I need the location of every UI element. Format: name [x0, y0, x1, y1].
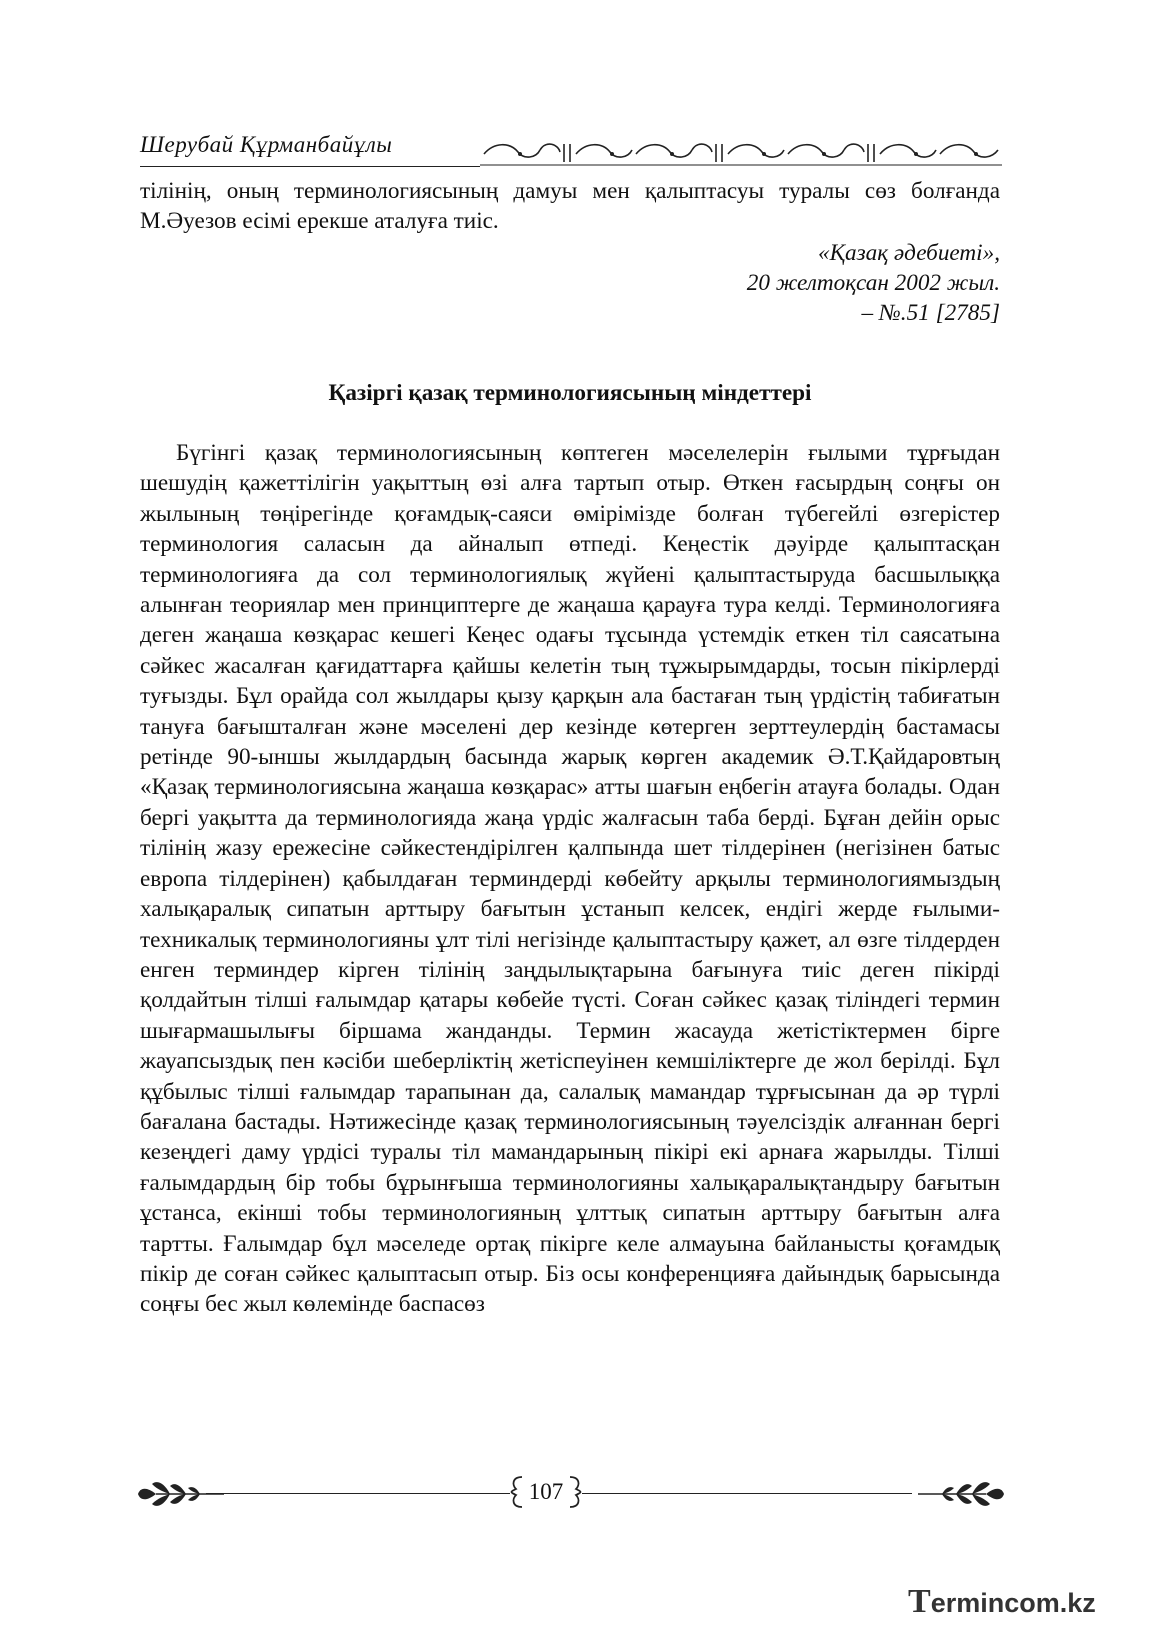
watermark-rest: m.kz: [1035, 1588, 1096, 1618]
leaf-ornament-icon: [916, 1478, 1006, 1510]
leaf-ornament-icon: [136, 1478, 226, 1510]
watermark-letter: T: [908, 1583, 931, 1620]
running-header: [140, 128, 1002, 168]
page-number: 107: [528, 1479, 564, 1504]
footer-rule-right: [582, 1493, 912, 1494]
intro-paragraph: тілінің, оның терминологиясының дамуы мен қалыптасуы туралы сөз болғанда М.Әуезов есімі ерекше аталуға тиіс.: [140, 178, 1000, 235]
article-title: Қазіргі қазақ терминологиясының міндеттері: [328, 380, 812, 406]
header-ornament-icon: [480, 136, 1002, 166]
footer-rule-left: [206, 1493, 510, 1494]
article-body: [140, 438, 1000, 1320]
article-paragraph: Бүгінгі қазақ терминологиясының көптеген мәселелерін ғылыми тұрғыдан шешудің қажеттілігін уақыттың өзі алға тартып отыр. Өткен ғасырдың соңғы он жылының төңірегінде қоғамдық-саяси өмірімізде болған түбегейлі өзгерістер терминология саласын да айналып өтпеді. Кеңестік дәуірде қалыптасқан терминологияға да сол терминологиялық жүйені қалыптастыруда басшылыққа алынған теориялар мен принциптерге де жаңаша қарауға тура келді. Терминологияға деген жаңаша көзқарас кешегі Кеңес одағы тұсында үстемдік еткен тіл саясатына сәйкес жасалған қағидаттарға қайшы келетін тың тұжырымдарды, тосын пікірлерді туғызды. Бұл орайда сол жылдары қызу қарқын ала бастаған тың үрдістің табиғатын тануға бағышталған және мәселені дер кезінде көтерген зерттеулердің бастамасы ретінде 90-ыншы жылдардың басында жарық көрген академик Ә.Т.Қайдаровтың «Қазақ терминологиясына жаңаша көзқарас» атты шағын еңбегін атауға болады. Одан бергі уақытта да терминологияда жаңа үрдіс жалғасын таба берді. Бұған дейін орыс тілінің жазу ережесіне сәйкестендірілген қалпында шет тілдерінен (негізінен батыс европа тілдерінен) қабылдаған терминдерді көбейту арқылы терминологиямыздың халықаралық сипатын арттыру бағытын ұстанып келсек, ендігі жерде ғылыми-техникалық терминологияны ұлт тілі негізінде қалыптастыру қажет, ал өзге тілдерден енген терминдер кірген тілінің заңдылықтарына бағынуға тиіс деген пікірді қолдайтын тілші ғалымдар қатары көбейе түсті. Соған сәйкес қазақ тіліндегі термин шығармашылығы біршама жанданды. Термин жасауда жетістіктермен бірге жауапсыздық пен кәсіби шеберліктің жетіспеуінен кемшіліктерге де жол берілді. Бұл құбылыс тілші ғалымдар тарапынан да, салалық мамандар тұрғысынан да әр түрлі бағалана бастады. Нәтижесінде қазақ терминологиясының тәуелсіздік алғаннан бергі кезеңдегі даму үрдісі туралы тіл мамандарының пікірі екі арнаға жарылды. Тілші ғалымдардың бір тобы бұрынғыша терминологияны халықаралықтандыру бағытын ұстанса, екінші тобы терминологияның ұлттық сипатын арттыру бағытын алға тартты. Ғалымдар бұл мәселеде ортақ пікірге келе алмауына байланысты қоғамдық пікір де соған сәйкес қалыптасып отыр. Біз осы конференцияға дайындық барысында соңғы бес жыл көлемінде баспасөз: [140, 440, 1000, 1318]
citation-line-3: – №.51 [2785]: [861, 300, 1000, 326]
watermark-o: o: [1019, 1588, 1036, 1618]
termincom-watermark: [908, 1583, 1104, 1619]
citation-line-2: 20 желтоқсан 2002 жыл.: [746, 270, 1000, 296]
header-author: Шерубай Құрманбайұлы: [140, 132, 393, 157]
watermark-text: erminc: [930, 1588, 1020, 1618]
citation-line-1: «Қазақ әдебиеті»,: [818, 240, 1000, 266]
citation: [600, 238, 1000, 328]
page-footer: [136, 1470, 1006, 1520]
header-rule: [140, 166, 480, 167]
